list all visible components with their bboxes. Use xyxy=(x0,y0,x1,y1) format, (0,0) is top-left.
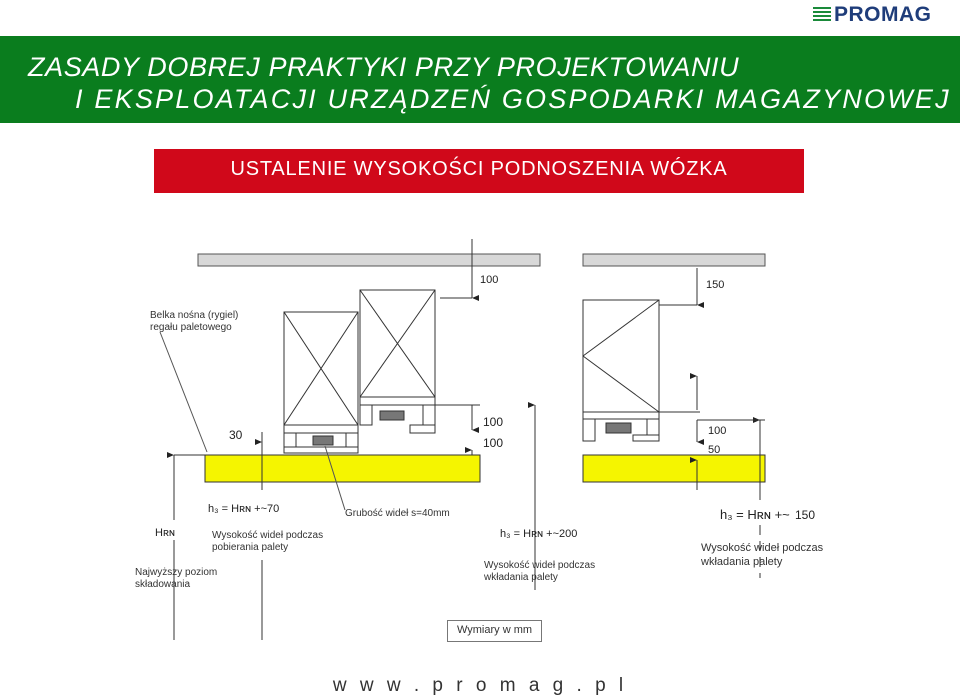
page-title-line1: ZASADY DOBREJ PRAKTYKI PRZY PROJEKTOWANIU xyxy=(28,52,740,82)
page-title-line2: I EKSPLOATACJI URZĄDZEŃ GOSPODARKI MAGAZYNOWEJ xyxy=(75,84,951,114)
hrn-desc-line1: Najwyższy poziom xyxy=(135,567,218,578)
dim-left-mid1: 100 xyxy=(483,415,504,429)
upper-beam-left xyxy=(198,254,540,266)
dim-left-top: 100 xyxy=(480,274,499,286)
units-legend xyxy=(447,620,542,642)
hrn-label: Hʀɴ xyxy=(155,527,175,539)
logo-text: PROMAG xyxy=(834,3,932,26)
h3-insert-left-desc-line2: wkładania palety xyxy=(484,572,558,583)
h3-pick-formula: h₃ = Hʀɴ +~70 xyxy=(208,503,280,515)
section-title: USTALENIE WYSOKOŚCI PODNOSZENIA WÓZKA xyxy=(230,158,728,180)
h3-insert-right-formula: h₃ = Hʀɴ +~ xyxy=(720,507,790,522)
load-beam-right xyxy=(583,455,765,482)
fork-thickness-label: Grubość wideł s=40mm xyxy=(345,508,450,519)
dim-right-mid2: 50 xyxy=(708,444,721,456)
h3-insert-left-formula: h₃ = Hʀɴ +~200 xyxy=(500,528,578,540)
h3-insert-right-desc-line2: wkładania palety xyxy=(701,556,783,568)
units-label: Wymiary w mm xyxy=(456,624,533,636)
beam-label-line2: regału paletowego xyxy=(150,322,232,333)
h3-insert-right-desc-line1: Wysokość wideł podczas xyxy=(701,542,824,554)
h3-insert-right-value: 150 xyxy=(795,508,816,522)
dim-right-mid1: 100 xyxy=(708,425,727,437)
dim-left-30: 30 xyxy=(229,428,243,442)
website-footer: w w w . p r o m a g . p l xyxy=(332,675,628,696)
pallet-load-low xyxy=(284,312,358,453)
dim-left-mid2: 100 xyxy=(483,436,504,450)
load-beam-left xyxy=(205,455,480,482)
h3-pick-desc-line2: pobierania palety xyxy=(212,542,289,553)
pallet-load-right xyxy=(583,300,659,441)
beam-label-line1: Belka nośna (rygiel) xyxy=(150,310,239,321)
upper-beam-right xyxy=(583,254,765,266)
pallet-load-high xyxy=(360,290,435,433)
dim-right-top: 150 xyxy=(706,279,725,291)
h3-pick-desc-line1: Wysokość wideł podczas xyxy=(212,530,324,541)
h3-insert-left-desc-line1: Wysokość wideł podczas xyxy=(484,560,596,571)
hrn-desc-line2: składowania xyxy=(135,579,191,590)
